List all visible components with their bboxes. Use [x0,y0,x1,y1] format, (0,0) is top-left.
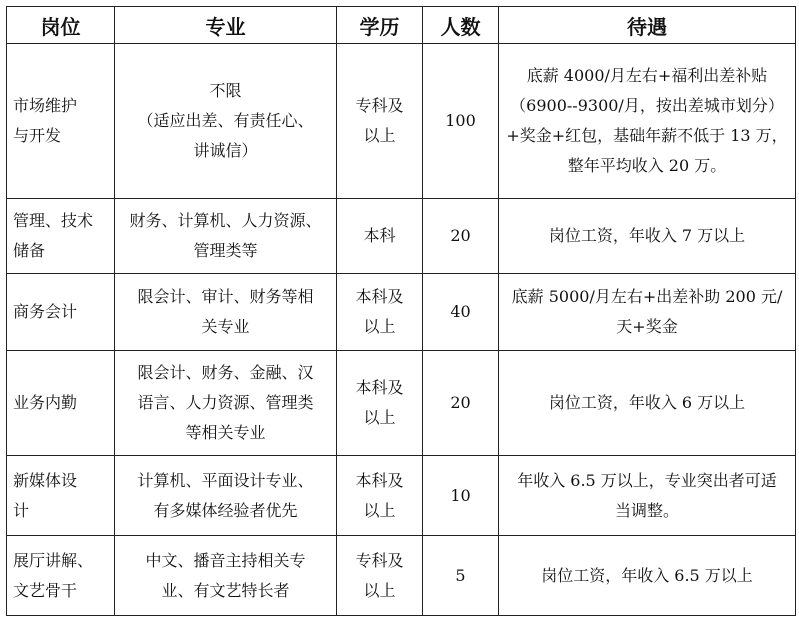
cell-count-value: 100 [445,111,476,130]
cell-position-line: 市场维护 [13,96,78,115]
cell-position [7,274,115,351]
cell-benefits [499,456,796,536]
cell-major-line: 语言、人力资源、管理类 [137,393,314,412]
table-row [7,44,796,199]
cell-benefits [499,536,796,616]
cell-position-line: 管理、技术 [13,211,94,230]
recruitment-table-container [6,6,796,616]
cell-position-line: 商务会计 [13,302,78,321]
cell-major-line: 财务、计算机、人力资源、 [129,211,322,230]
cell-count [423,351,499,456]
cell-count [423,456,499,536]
cell-education-line: 专科及 [355,96,404,115]
header-count: 人数 [423,7,499,44]
cell-benefits-line: 当调整。 [614,500,679,520]
cell-major-line: 有多媒体经验者优先 [153,500,298,520]
header-row [7,7,796,44]
cell-count [423,536,499,616]
cell-position-line: 文艺骨干 [13,580,78,600]
cell-benefits-line: +奖金+红包，基础年薪不低于 13 万， [506,126,788,145]
cell-count-value: 20 [450,393,471,412]
cell-count-value: 20 [450,226,471,245]
cell-count-value: 40 [450,302,471,321]
cell-major-line: 不限 [209,81,242,100]
cell-position-line: 业务内勤 [13,393,78,412]
header-education: 学历 [337,7,423,44]
header-benefits: 待遇 [499,7,796,44]
cell-position-line: 展厅讲解、 [13,550,94,570]
cell-benefits-line: 整年平均收入 20 万。 [567,156,727,175]
cell-major-line: 关专业 [201,317,250,336]
cell-benefits-line: 天+奖金 [616,317,678,336]
cell-education-line: 以上 [363,408,396,427]
cell-position-line: 储备 [13,241,46,260]
cell-position-line: 计 [13,500,30,520]
cell-benefits-line: 年收入 6.5 万以上，专业突出者可适 [517,470,777,490]
cell-count [423,274,499,351]
cell-education [337,274,423,351]
cell-position [7,44,115,199]
cell-benefits [499,199,796,274]
cell-education-line: 以上 [363,500,396,520]
cell-position [7,351,115,456]
cell-education-line: 以上 [363,126,396,145]
header-major: 专业 [115,7,337,44]
cell-education [337,351,423,456]
cell-education-line: 本科及 [355,470,404,490]
table-row [7,351,796,456]
cell-major-line: 管理类等 [193,241,258,260]
cell-education [337,199,423,274]
recruitment-table [6,6,796,616]
cell-count-value: 5 [455,565,466,585]
cell-benefits-line: 岗位工资，年收入 7 万以上 [548,226,746,245]
header-position: 岗位 [7,7,115,44]
table-row [7,536,796,616]
cell-benefits-line: 岗位工资，年收入 6.5 万以上 [541,565,753,585]
cell-count [423,44,499,199]
cell-position [7,199,115,274]
cell-education-line: 本科 [363,226,396,245]
cell-major [115,536,337,616]
cell-major-line: 计算机、平面设计专业、 [137,470,314,490]
cell-position [7,536,115,616]
cell-benefits [499,44,796,199]
cell-major-line: （适应出差、有责任心、 [137,111,314,130]
cell-benefits [499,274,796,351]
cell-education [337,536,423,616]
cell-education-line: 专科及 [355,550,404,570]
cell-position-line: 与开发 [13,126,62,145]
cell-major-line: 讲诚信） [193,141,258,160]
cell-education-line: 本科及 [355,287,404,306]
cell-major [115,199,337,274]
cell-education [337,456,423,536]
cell-major [115,44,337,199]
cell-education-line: 以上 [363,580,396,600]
cell-position [7,456,115,536]
table-row [7,199,796,274]
cell-benefits-line: 岗位工资，年收入 6 万以上 [548,393,746,412]
cell-major-line: 限会计、审计、财务等相 [137,287,314,306]
cell-benefits-line: 底薪 4000/月左右+福利出差补贴 [526,66,768,85]
cell-benefits [499,351,796,456]
cell-count-value: 10 [450,485,471,505]
cell-education-line: 本科及 [355,378,404,397]
cell-major-line: 限会计、财务、金融、汉 [137,363,314,382]
cell-major [115,274,337,351]
cell-major [115,456,337,536]
table-row [7,456,796,536]
cell-major-line: 中文、播音主持相关专 [145,550,306,570]
cell-major-line: 等相关专业 [185,423,266,442]
cell-position-line: 新媒体设 [13,470,78,490]
cell-benefits-line: （6900--9300/月，按出差城市划分） [510,96,784,115]
cell-education-line: 以上 [363,317,396,336]
table-row [7,274,796,351]
cell-major [115,351,337,456]
cell-major-line: 业、有文艺特长者 [161,580,290,600]
cell-benefits-line: 底薪 5000/月左右+出差补助 200 元/ [511,287,783,306]
cell-education [337,44,423,199]
cell-count [423,199,499,274]
